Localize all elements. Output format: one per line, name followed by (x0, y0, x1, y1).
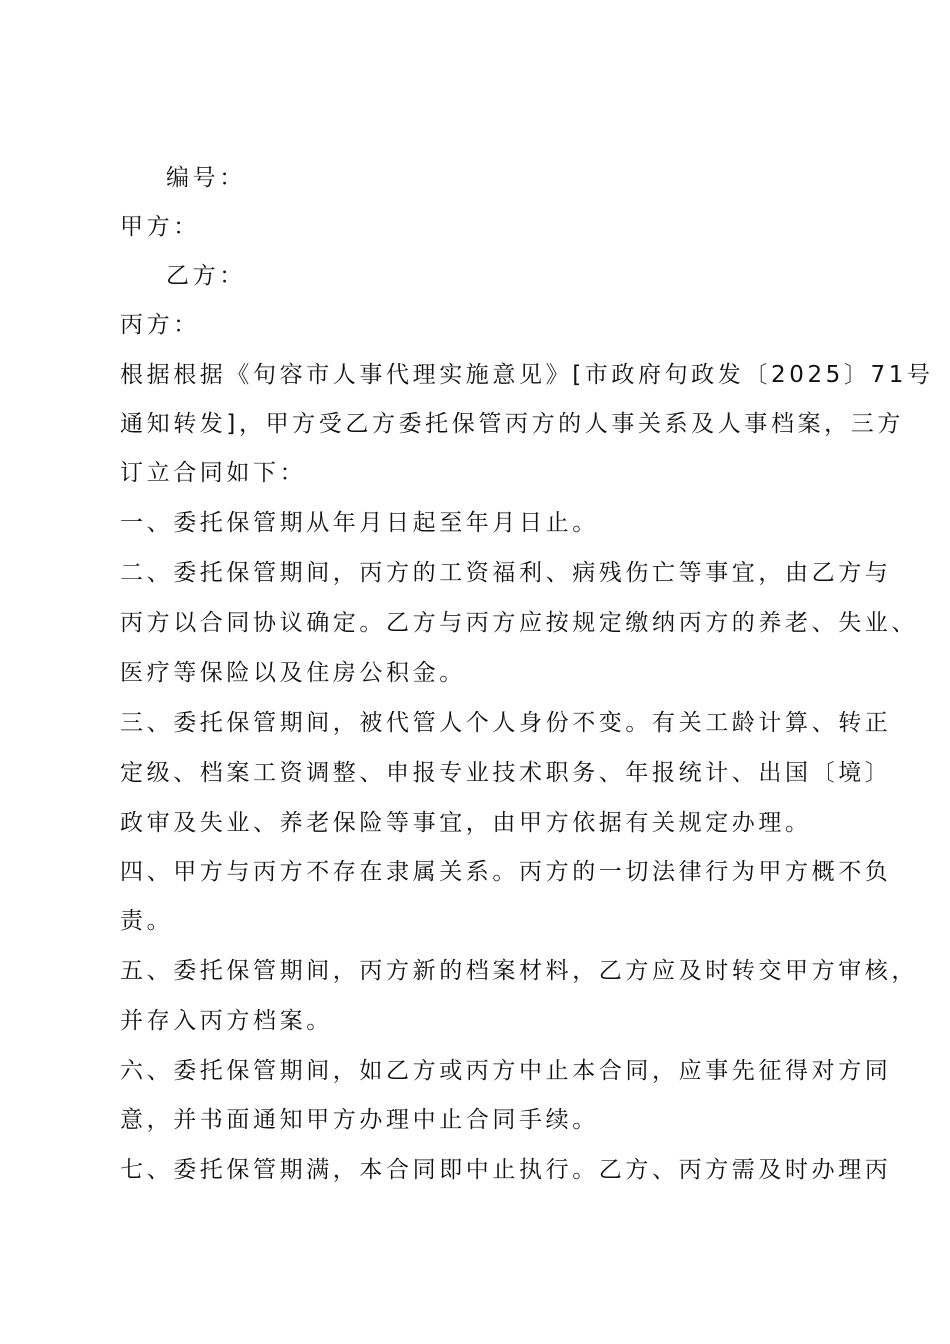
clause-3-line-2: 定级、档案工资调整、申报专业技术职务、年报统计、出国〔境〕 (120, 760, 892, 786)
clause-2-line-3: 医疗等保险以及住房公积金。 (120, 660, 466, 686)
clause-7-line-1: 七、委托保管期满，本合同即中止执行。乙方、丙方需及时办理丙 (120, 1157, 892, 1183)
clause-1-line-1: 一、委托保管期从年月日起至年月日止。 (120, 510, 599, 536)
clause-2-line-2: 丙方以合同协议确定。乙方与丙方应按规定缴纳丙方的养老、失业、 (120, 610, 918, 636)
clause-4-line-2: 责。 (120, 908, 174, 934)
preamble-line-3: 订立合同如下： (120, 460, 307, 486)
clause-2-line-1: 二、委托保管期间，丙方的工资福利、病残伤亡等事宜，由乙方与 (120, 560, 892, 586)
party-c-label: 丙方： (120, 312, 200, 338)
party-b-label: 乙方： (166, 263, 246, 289)
party-a-label: 甲方： (120, 214, 200, 240)
clause-4-line-1: 四、甲方与丙方不存在隶属关系。丙方的一切法律行为甲方概不负 (120, 859, 892, 885)
clause-3-line-3: 政审及失业、养老保险等事宜，由甲方依据有关规定办理。 (120, 810, 812, 836)
clause-5-line-1: 五、委托保管期间，丙方新的档案材料，乙方应及时转交甲方审核， (120, 958, 918, 984)
clause-6-line-1: 六、委托保管期间，如乙方或丙方中止本合同，应事先征得对方同 (120, 1058, 892, 1084)
clause-6-line-2: 意，并书面通知甲方办理中止合同手续。 (120, 1107, 599, 1133)
preamble-line-1: 根据根据《句容市人事代理实施意见》[市政府句政发〔2025〕71号 (120, 362, 934, 388)
clause-5-line-2: 并存入丙方档案。 (120, 1008, 333, 1034)
contract-number-label: 编号： (166, 165, 246, 191)
clause-3-line-1: 三、委托保管期间，被代管人个人身份不变。有关工龄计算、转正 (120, 710, 892, 736)
preamble-line-2: 通知转发]，甲方受乙方委托保管丙方的人事关系及人事档案，三方 (120, 411, 904, 437)
